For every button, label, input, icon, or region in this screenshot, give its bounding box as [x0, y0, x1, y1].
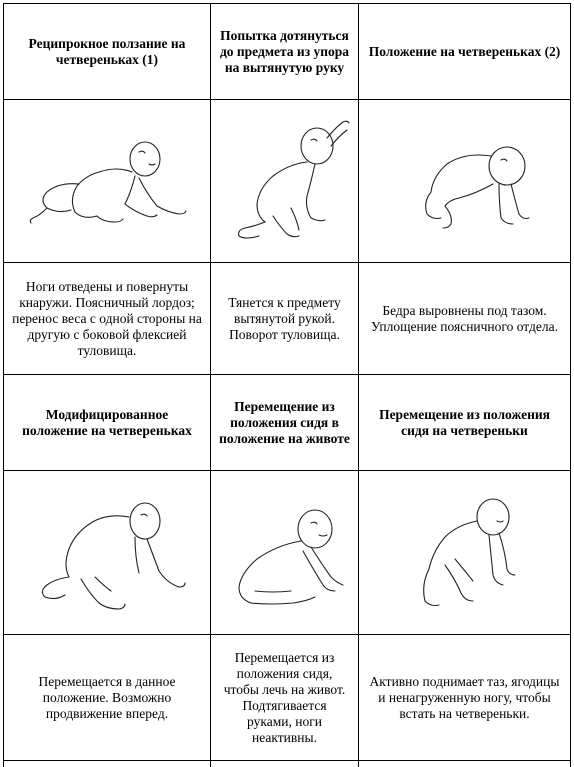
header-quadruped-2: Положение на четвереньках (2): [358, 3, 571, 99]
illustration-sitting-to-prone: [210, 470, 358, 634]
description-sitting-to-prone: Перемещается из положения сидя, чтобы лечь на живот. Подтягивается руками, ноги неактивны.: [210, 634, 358, 760]
header-sitting-to-prone: Перемещение из положения сидя в положение на животе: [210, 374, 358, 470]
description-modified-quadruped: Перемещается в данное положение. Возможно продвижение вперед.: [3, 634, 210, 760]
baby-reaching-icon: [215, 104, 355, 259]
header-reaching: Попытка дотянуться до предмета из упора на вытянутую руку: [210, 3, 358, 99]
illustration-sitting-to-quadruped: [358, 470, 571, 634]
baby-quadruped-icon: [365, 104, 565, 259]
baby-sitting-to-quadruped-icon: [365, 475, 565, 630]
description-sitting-to-quadruped: Активно поднимает таз, ягодицы и ненагруженную ногу, чтобы встать на четвереньки.: [358, 634, 571, 760]
development-table: [3, 3, 571, 767]
description-reaching: Тянется к предмету вытянутой рукой. Поворот туловища.: [210, 262, 358, 374]
illustration-quadruped-2: [358, 99, 571, 262]
illustration-reciprocal-crawling: [3, 99, 210, 262]
illustration-reaching: [210, 99, 358, 262]
illustration-modified-quadruped: [3, 470, 210, 634]
baby-sitting-to-prone-icon: [215, 475, 355, 630]
description-quadruped-2: Бедра выровнены под тазом. Уплощение поясничного отдела.: [358, 262, 571, 374]
header-reciprocal-crawling: Реципрокное ползание на четвереньках (1): [3, 3, 210, 99]
next-row-cell: [210, 760, 358, 767]
baby-crawling-icon: [7, 104, 207, 259]
header-sitting-to-quadruped: Перемещение из положения сидя на четвереньки: [358, 374, 571, 470]
baby-modified-quadruped-icon: [7, 475, 207, 630]
description-reciprocal-crawling: Ноги отведены и повернуты кнаружи. Поясничный лордоз; перенос веса с одной стороны на другую с боковой флексией туловища.: [3, 262, 210, 374]
next-row-cell: [358, 760, 571, 767]
header-modified-quadruped: Модифицированное положение на четвереньках: [3, 374, 210, 470]
next-row-cell: [3, 760, 210, 767]
